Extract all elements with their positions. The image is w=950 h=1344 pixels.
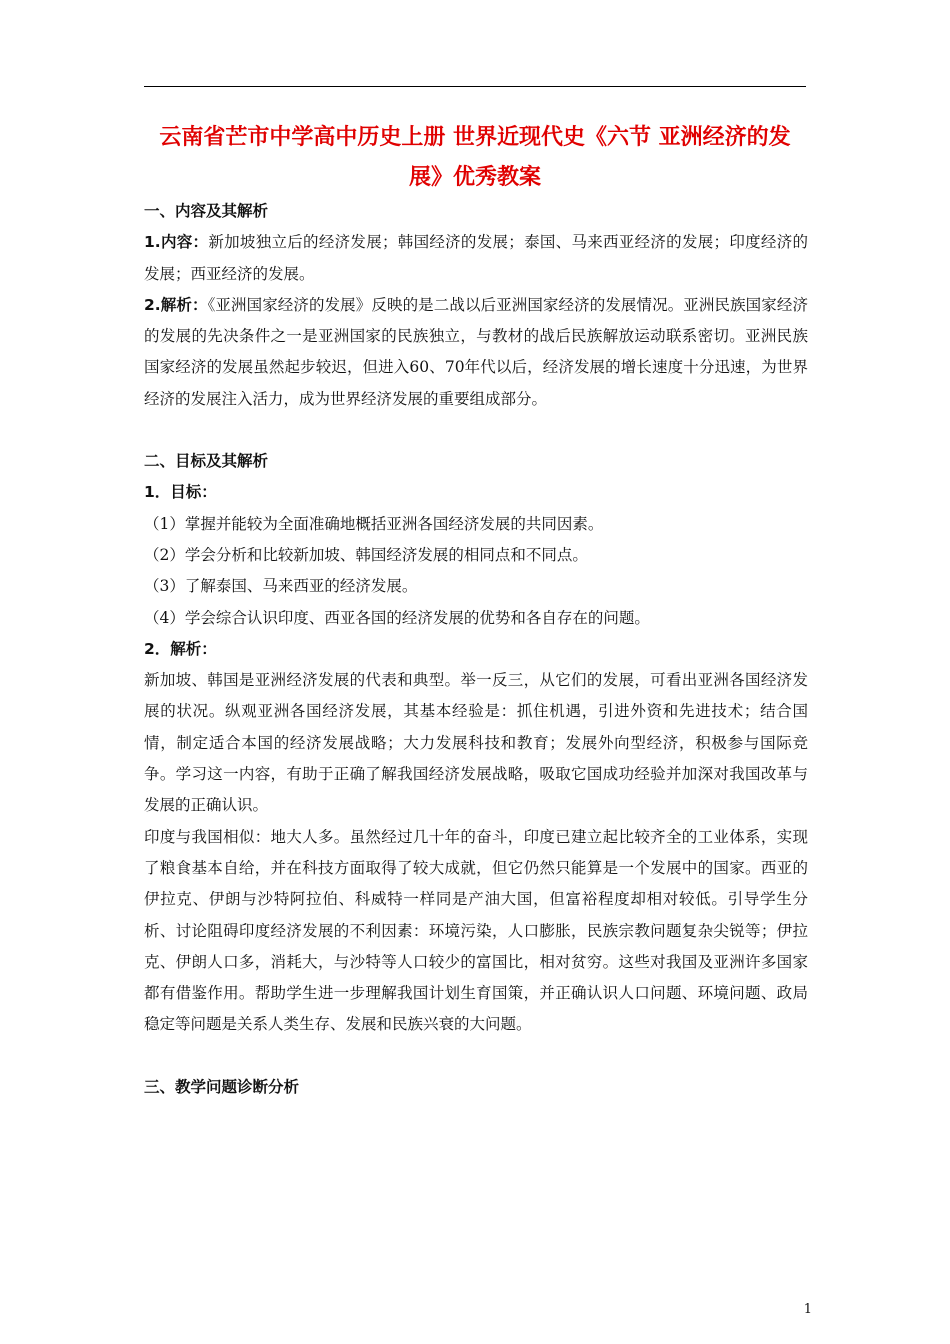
item-text: 新加坡独立后的经济发展；韩国经济的发展；泰国、马来西亚经济的发展；印度经济的发展；西亚经济的发展。	[144, 233, 808, 283]
blank-line	[144, 1041, 808, 1072]
content-paragraph	[144, 227, 808, 290]
item-label: 2.解析：	[144, 295, 208, 314]
section-heading: 二、目标及其解析	[144, 452, 269, 471]
document-title: 云南省芒市中学高中历史上册 世界近现代史《六节 亚洲经济的发展》优秀教案	[159, 125, 791, 190]
section-heading: 三、教学问题诊断分析	[144, 1077, 300, 1096]
analysis-paragraph	[144, 290, 808, 415]
analysis-label: 2．解析：	[144, 639, 217, 658]
body-paragraph: 印度与我国相似：地大人多。虽然经过几十年的奋斗，印度已建立起比较齐全的工业体系，实现了粮食基本自给，并在科技方面取得了较大成就，但它仍然只能算是一个发展中的国家。西亚的伊拉克、伊朗与沙特阿拉伯、科威特一样同是产油大国，但富裕程度却相对较低。引导学生分析、讨论阻碍印度经济发展的不利因素：环境污染，人口膨胀，民族宗教问题复杂尖锐等；伊拉克、伊朗人口多，消耗大，与沙特等人口较少的富国比，相对贫穷。这些对我国及亚洲许多国家都有借鉴作用。帮助学生进一步理解我国计划生育国策，并正确认识人口问题、环境问题、政局稳定等问题是关系人类生存、发展和民族兴衰的大问题。	[144, 827, 808, 1034]
page-number: 1	[803, 1302, 812, 1317]
goal-item: （1）掌握并能较为全面准确地概括亚洲各国经济发展的共同因素。	[144, 514, 604, 533]
section-heading: 一、内容及其解析	[144, 202, 269, 220]
goal-label: 1．目标：	[144, 483, 217, 502]
body-paragraph: 新加坡、韩国是亚洲经济发展的代表和典型。举一反三，从它们的发展，可看出亚洲各国经济发展的状况。纵观亚洲各国经济发展，其基本经验是：抓住机遇，引进外资和先进技术；结合国情，制定适合本国的经济发展战略；大力发展科技和教育；发展外向型经济，积极参与国际竞争。学习这一内容，有助于正确了解我国经济发展战略，吸取它国成功经验并加深对我国改革与发展的正确认识。	[144, 671, 808, 815]
item-text: 《亚洲国家经济的发展》反映的是二战以后亚洲国家经济的发展情况。亚洲民族国家经济的发展的先决条件之一是亚洲国家的民族独立，与教材的战后民族解放运动联系密切。亚洲民族国家经济的发展虽然起步较迟，但进入60、70年代以后，经济发展的增长速度十分迅速，为世界经济的发展注入活力，成为世界经济发展的重要组成部分。	[144, 295, 808, 408]
goal-item: （3）了解泰国、马来西亚的经济发展。	[144, 577, 418, 596]
goal-item: （4）学会综合认识印度、西亚各国的经济发展的优势和各自存在的问题。	[144, 608, 650, 627]
goal-item: （2）学会分析和比较新加坡、韩国经济发展的相同点和不同点。	[144, 545, 588, 564]
header-rule	[144, 86, 806, 87]
blank-line	[144, 415, 808, 446]
document-body	[144, 196, 808, 1103]
item-label: 1.内容：	[144, 233, 209, 252]
